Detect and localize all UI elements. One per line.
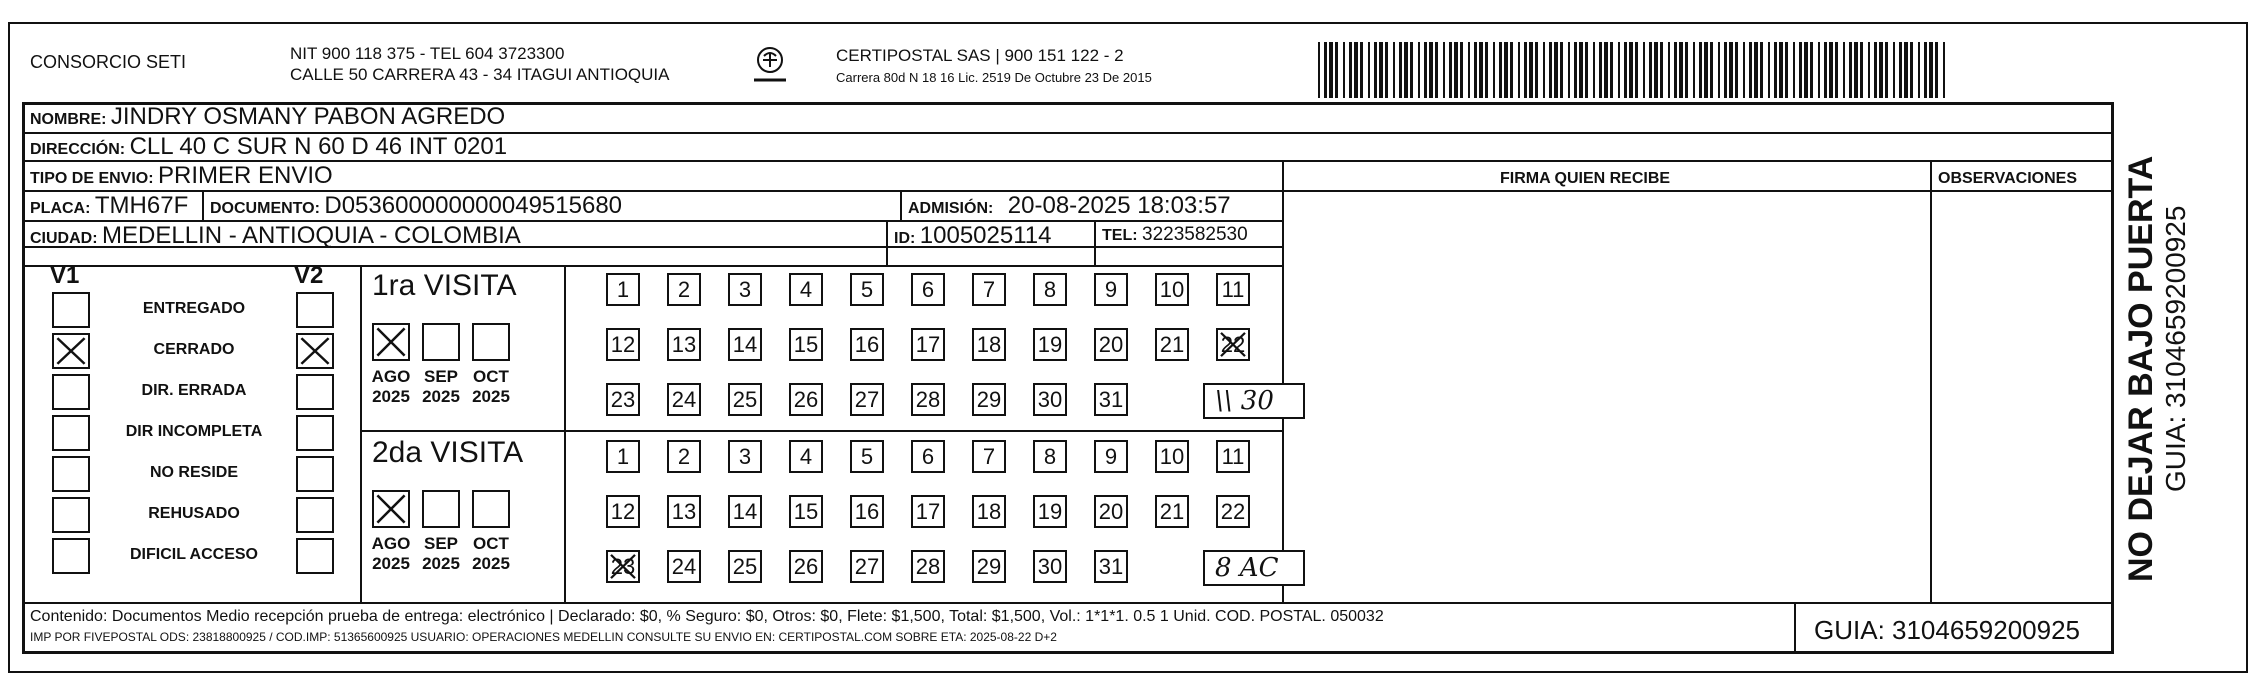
day-number: 14 xyxy=(732,498,758,524)
day-box[interactable] xyxy=(972,440,1006,473)
month-checkbox[interactable] xyxy=(422,490,460,528)
day-number: 3 xyxy=(738,443,752,469)
day-number: 11 xyxy=(1221,276,1245,302)
day-number: 18 xyxy=(976,498,1002,524)
day-number: 21 xyxy=(1159,331,1185,357)
status-label: DIR. ERRADA xyxy=(141,382,247,399)
nombre-value: JINDRY OSMANY PABON AGREDO xyxy=(110,103,506,130)
month-label xyxy=(368,534,414,574)
x-mark-icon xyxy=(298,335,332,367)
day-box[interactable] xyxy=(1094,273,1128,306)
day-number: 1 xyxy=(616,443,630,469)
day-box[interactable] xyxy=(972,273,1006,306)
month-year: 2025 xyxy=(472,387,510,406)
v1-header: V1 xyxy=(50,262,80,289)
month-name: AGO xyxy=(371,367,411,386)
nit-line: NIT 900 118 375 - TEL 604 3723300 xyxy=(290,44,565,63)
status-v1-checkbox[interactable] xyxy=(52,292,90,328)
day-box[interactable] xyxy=(606,440,640,473)
day-number: 20 xyxy=(1098,331,1124,357)
day-box[interactable] xyxy=(728,550,762,583)
day-box[interactable] xyxy=(728,440,762,473)
day-box[interactable] xyxy=(728,383,762,416)
day-box[interactable] xyxy=(667,328,701,361)
day-number: 25 xyxy=(732,386,758,412)
day-box[interactable] xyxy=(1094,440,1128,473)
day-box[interactable] xyxy=(667,383,701,416)
day-box[interactable] xyxy=(1094,550,1128,583)
footer-contenido: Contenido: Documentos Medio recepción prueba de entrega: electrónico | Declarado: $0, % Seguro: $0, Otros: $0, Flete: $1,500, Total: $1,500, Vol.: 1*1*1. 0.5 1 Unid. COD. POSTAL. 050032 xyxy=(30,608,1384,625)
admision-field xyxy=(908,192,1231,220)
month-label xyxy=(368,367,414,407)
footer-guia: GUIA: 3104659200925 xyxy=(1814,615,2080,645)
day-box[interactable] xyxy=(911,273,945,306)
address-line: CALLE 50 CARRERA 43 - 34 ITAGUI ANTIOQUIA xyxy=(290,65,670,84)
observaciones-header: OBSERVACIONES xyxy=(1938,170,2077,187)
day-box[interactable] xyxy=(1094,328,1128,361)
x-mark-icon xyxy=(374,325,408,359)
day-box[interactable] xyxy=(972,328,1006,361)
x-mark-icon xyxy=(1218,330,1248,359)
admision-value: 20-08-2025 18:03:57 xyxy=(1007,192,1231,219)
day-number: 4 xyxy=(799,276,813,302)
month-checkbox[interactable] xyxy=(472,323,510,361)
day-number: 17 xyxy=(915,331,941,357)
day-box[interactable] xyxy=(1033,440,1067,473)
day-number: 30 xyxy=(1037,386,1063,412)
day-number: 23 xyxy=(610,386,636,412)
status-label: ENTREGADO xyxy=(142,300,246,317)
day-number: 14 xyxy=(732,331,758,357)
day-box[interactable] xyxy=(1033,328,1067,361)
x-mark-icon xyxy=(54,335,88,367)
month-checkbox[interactable] xyxy=(422,323,460,361)
v2-header: V2 xyxy=(294,262,324,289)
day-box[interactable] xyxy=(911,383,945,416)
status-label: CERRADO xyxy=(153,341,235,358)
day-box[interactable] xyxy=(1216,495,1250,528)
month-name: OCT xyxy=(473,534,509,553)
visit-divider xyxy=(360,430,1282,432)
day-number: 26 xyxy=(793,553,819,579)
day-box[interactable] xyxy=(1216,273,1250,306)
day-box[interactable] xyxy=(667,440,701,473)
month-label xyxy=(418,367,464,407)
status-v1-checkbox[interactable] xyxy=(52,456,90,492)
day-number: 21 xyxy=(1159,498,1185,524)
col-divider-footer xyxy=(1794,602,1796,654)
day-box[interactable] xyxy=(911,550,945,583)
direccion-value: CLL 40 C SUR N 60 D 46 INT 0201 xyxy=(129,133,508,160)
day-number: 23 xyxy=(610,553,636,579)
cell-divider xyxy=(886,220,888,265)
day-number: 12 xyxy=(610,331,636,357)
side-guia: GUIA: 3104659200925 xyxy=(2160,205,2191,492)
day-box[interactable] xyxy=(728,328,762,361)
day-box[interactable] xyxy=(789,550,823,583)
day-number: 24 xyxy=(671,386,697,412)
status-v1-checkbox[interactable] xyxy=(52,333,90,369)
day-box[interactable] xyxy=(850,550,884,583)
day-number: 6 xyxy=(921,443,935,469)
status-v2-checkbox[interactable] xyxy=(296,415,334,451)
month-label xyxy=(468,534,514,574)
month-label xyxy=(418,534,464,574)
day-number: 12 xyxy=(610,498,636,524)
day-box[interactable] xyxy=(850,383,884,416)
col-divider-visit xyxy=(564,265,566,602)
documento-label: DOCUMENTO: xyxy=(210,200,320,217)
no-dejar-bajo-puerta: NO DEJAR BAJO PUERTA xyxy=(2122,155,2160,582)
day-box[interactable] xyxy=(1155,328,1189,361)
day-number: 16 xyxy=(854,331,880,357)
cell-divider xyxy=(1094,220,1096,265)
day-box[interactable] xyxy=(789,440,823,473)
ciudad-value: MEDELLIN - ANTIOQUIA - COLOMBIA xyxy=(102,222,521,249)
tipo-envio-field xyxy=(30,162,333,190)
day-box[interactable] xyxy=(1155,440,1189,473)
day-number: 4 xyxy=(799,443,813,469)
license-line: Carrera 80d N 18 16 Lic. 2519 De Octubre 23 De 2015 xyxy=(836,70,1152,85)
month-name: SEP xyxy=(423,534,459,553)
day-number: 18 xyxy=(976,331,1002,357)
day-number: 27 xyxy=(854,386,880,412)
day-box[interactable] xyxy=(667,550,701,583)
day-box[interactable] xyxy=(789,383,823,416)
status-label: DIFICIL ACCESO xyxy=(129,546,258,563)
admision-label: ADMISIÓN: xyxy=(908,200,994,217)
day-number: 31 xyxy=(1098,553,1124,579)
month-year: 2025 xyxy=(422,554,460,573)
day-number: 19 xyxy=(1037,331,1063,357)
day-number: 28 xyxy=(915,386,941,412)
firma-area[interactable] xyxy=(1284,192,1930,602)
company-name: CONSORCIO SETI xyxy=(30,52,187,72)
day-number: 8 xyxy=(1043,276,1057,302)
status-label: DIR INCOMPLETA xyxy=(125,423,263,440)
col-divider-status xyxy=(360,265,362,602)
day-box[interactable] xyxy=(1155,495,1189,528)
tipo-value: PRIMER ENVIO xyxy=(158,162,333,189)
x-mark-icon xyxy=(608,552,638,581)
day-number: 29 xyxy=(976,386,1002,412)
placa-value: TMH67F xyxy=(94,192,189,219)
id-label: ID: xyxy=(894,230,916,247)
day-box[interactable] xyxy=(911,495,945,528)
day-box[interactable] xyxy=(850,495,884,528)
tel-value: 3223582530 xyxy=(1142,224,1248,245)
id-value: 1005025114 xyxy=(919,222,1052,249)
day-box[interactable] xyxy=(850,440,884,473)
day-box[interactable] xyxy=(1094,495,1128,528)
day-box[interactable] xyxy=(1094,383,1128,416)
month-checkbox[interactable] xyxy=(372,490,410,528)
day-number: 26 xyxy=(793,386,819,412)
day-box[interactable] xyxy=(606,383,640,416)
status-v2-checkbox[interactable] xyxy=(296,497,334,533)
month-checkbox[interactable] xyxy=(472,490,510,528)
day-number: 9 xyxy=(1104,276,1118,302)
day-number: 15 xyxy=(793,498,819,524)
day-number: 7 xyxy=(982,443,996,469)
handwritten-note-box[interactable]: 8 AC xyxy=(1203,550,1305,586)
x-mark-icon xyxy=(374,492,408,526)
placa-label: PLACA: xyxy=(30,200,91,217)
placa-field xyxy=(30,192,188,220)
day-box[interactable] xyxy=(972,495,1006,528)
day-box[interactable] xyxy=(1033,273,1067,306)
visit-title: 1ra VISITA xyxy=(372,269,517,302)
day-box[interactable] xyxy=(606,550,640,583)
day-number: 31 xyxy=(1098,386,1124,412)
day-box[interactable] xyxy=(789,273,823,306)
day-box[interactable] xyxy=(1033,383,1067,416)
row-divider xyxy=(22,602,2114,604)
status-label: REHUSADO xyxy=(148,505,240,522)
barcode xyxy=(1318,42,1952,98)
footer-imp: IMP POR FIVEPOSTAL ODS: 23818800925 / COD.IMP: 51365600925 USUARIO: OPERACIONES MEDELLIN CONSULTE SU ENVIO EN: CERTIPOSTAL.COM SOBRE ETA: 2025-08-22 D+2 xyxy=(30,630,1057,644)
tel-label: TEL: xyxy=(1102,227,1138,244)
day-number: 20 xyxy=(1098,498,1124,524)
visit-title: 2da VISITA xyxy=(372,436,524,469)
row-divider xyxy=(22,265,1282,267)
month-name: SEP xyxy=(423,367,459,386)
day-number: 6 xyxy=(921,276,935,302)
month-checkbox[interactable] xyxy=(372,323,410,361)
day-number: 10 xyxy=(1159,276,1185,302)
day-box[interactable] xyxy=(972,550,1006,583)
day-number: 3 xyxy=(738,276,752,302)
status-v1-checkbox[interactable] xyxy=(52,497,90,533)
day-number: 17 xyxy=(915,498,941,524)
day-number: 10 xyxy=(1159,443,1185,469)
day-number: 2 xyxy=(677,276,691,302)
day-box[interactable] xyxy=(972,383,1006,416)
nombre-field xyxy=(30,103,505,131)
firma-header: FIRMA QUIEN RECIBE xyxy=(1500,170,1671,187)
status-v2-checkbox[interactable] xyxy=(296,292,334,328)
day-box[interactable] xyxy=(606,273,640,306)
certipostal-logo-icon xyxy=(750,44,790,88)
day-number: 2 xyxy=(677,443,691,469)
day-box[interactable] xyxy=(1216,440,1250,473)
month-name: AGO xyxy=(371,534,411,553)
handwritten-note-box[interactable]: \\ 30 xyxy=(1203,383,1305,419)
day-number: 29 xyxy=(976,553,1002,579)
day-number: 15 xyxy=(793,331,819,357)
day-number: 24 xyxy=(671,553,697,579)
documento-value: D053600000000049515680 xyxy=(324,192,623,219)
day-number: 8 xyxy=(1043,443,1057,469)
day-number: 28 xyxy=(915,553,941,579)
day-box[interactable] xyxy=(1155,273,1189,306)
month-year: 2025 xyxy=(372,387,410,406)
day-number: 19 xyxy=(1037,498,1063,524)
day-box[interactable] xyxy=(606,328,640,361)
day-box[interactable] xyxy=(1033,550,1067,583)
day-number: 1 xyxy=(616,276,630,302)
day-number: 13 xyxy=(671,498,697,524)
day-box[interactable] xyxy=(911,328,945,361)
day-number: 9 xyxy=(1104,443,1118,469)
day-box[interactable] xyxy=(728,495,762,528)
status-v2-checkbox[interactable] xyxy=(296,456,334,492)
day-number: 27 xyxy=(854,553,880,579)
day-number: 16 xyxy=(854,498,880,524)
status-v2-checkbox[interactable] xyxy=(296,538,334,574)
day-number: 22 xyxy=(1220,331,1246,357)
status-v1-checkbox[interactable] xyxy=(52,374,90,410)
day-number: 13 xyxy=(671,331,697,357)
month-name: OCT xyxy=(473,367,509,386)
day-box[interactable] xyxy=(667,495,701,528)
month-label xyxy=(468,367,514,407)
status-label: NO RESIDE xyxy=(149,464,238,481)
day-box[interactable] xyxy=(850,328,884,361)
direccion-field xyxy=(30,133,507,161)
tipo-label: TIPO DE ENVIO: xyxy=(30,170,154,187)
day-number: 30 xyxy=(1037,553,1063,579)
month-year: 2025 xyxy=(422,387,460,406)
day-number: 7 xyxy=(982,276,996,302)
day-number: 25 xyxy=(732,553,758,579)
cell-divider xyxy=(900,190,902,220)
day-number: 11 xyxy=(1221,443,1245,469)
status-v2-checkbox[interactable] xyxy=(296,374,334,410)
ciudad-field xyxy=(30,222,521,250)
observaciones-area[interactable] xyxy=(1932,192,2112,602)
day-box[interactable] xyxy=(1033,495,1067,528)
id-field xyxy=(894,222,1051,250)
cell-divider xyxy=(202,190,204,220)
nombre-label: NOMBRE: xyxy=(30,111,107,128)
day-number: 5 xyxy=(860,443,874,469)
day-box[interactable] xyxy=(789,328,823,361)
day-number: 22 xyxy=(1220,498,1246,524)
month-year: 2025 xyxy=(372,554,410,573)
status-v1-checkbox[interactable] xyxy=(52,415,90,451)
day-box[interactable] xyxy=(789,495,823,528)
direccion-label: DIRECCIÓN: xyxy=(30,141,126,158)
carrier-line: CERTIPOSTAL SAS | 900 151 122 - 2 xyxy=(836,46,1124,65)
day-box[interactable] xyxy=(728,273,762,306)
documento-field xyxy=(210,192,622,220)
day-box[interactable] xyxy=(606,495,640,528)
tel-field xyxy=(1102,224,1248,246)
status-v2-checkbox[interactable] xyxy=(296,333,334,369)
day-box[interactable] xyxy=(1216,328,1250,361)
day-box[interactable] xyxy=(911,440,945,473)
day-box[interactable] xyxy=(667,273,701,306)
day-box[interactable] xyxy=(850,273,884,306)
ciudad-label: CIUDAD: xyxy=(30,230,98,247)
month-year: 2025 xyxy=(472,554,510,573)
status-v1-checkbox[interactable] xyxy=(52,538,90,574)
day-number: 5 xyxy=(860,276,874,302)
